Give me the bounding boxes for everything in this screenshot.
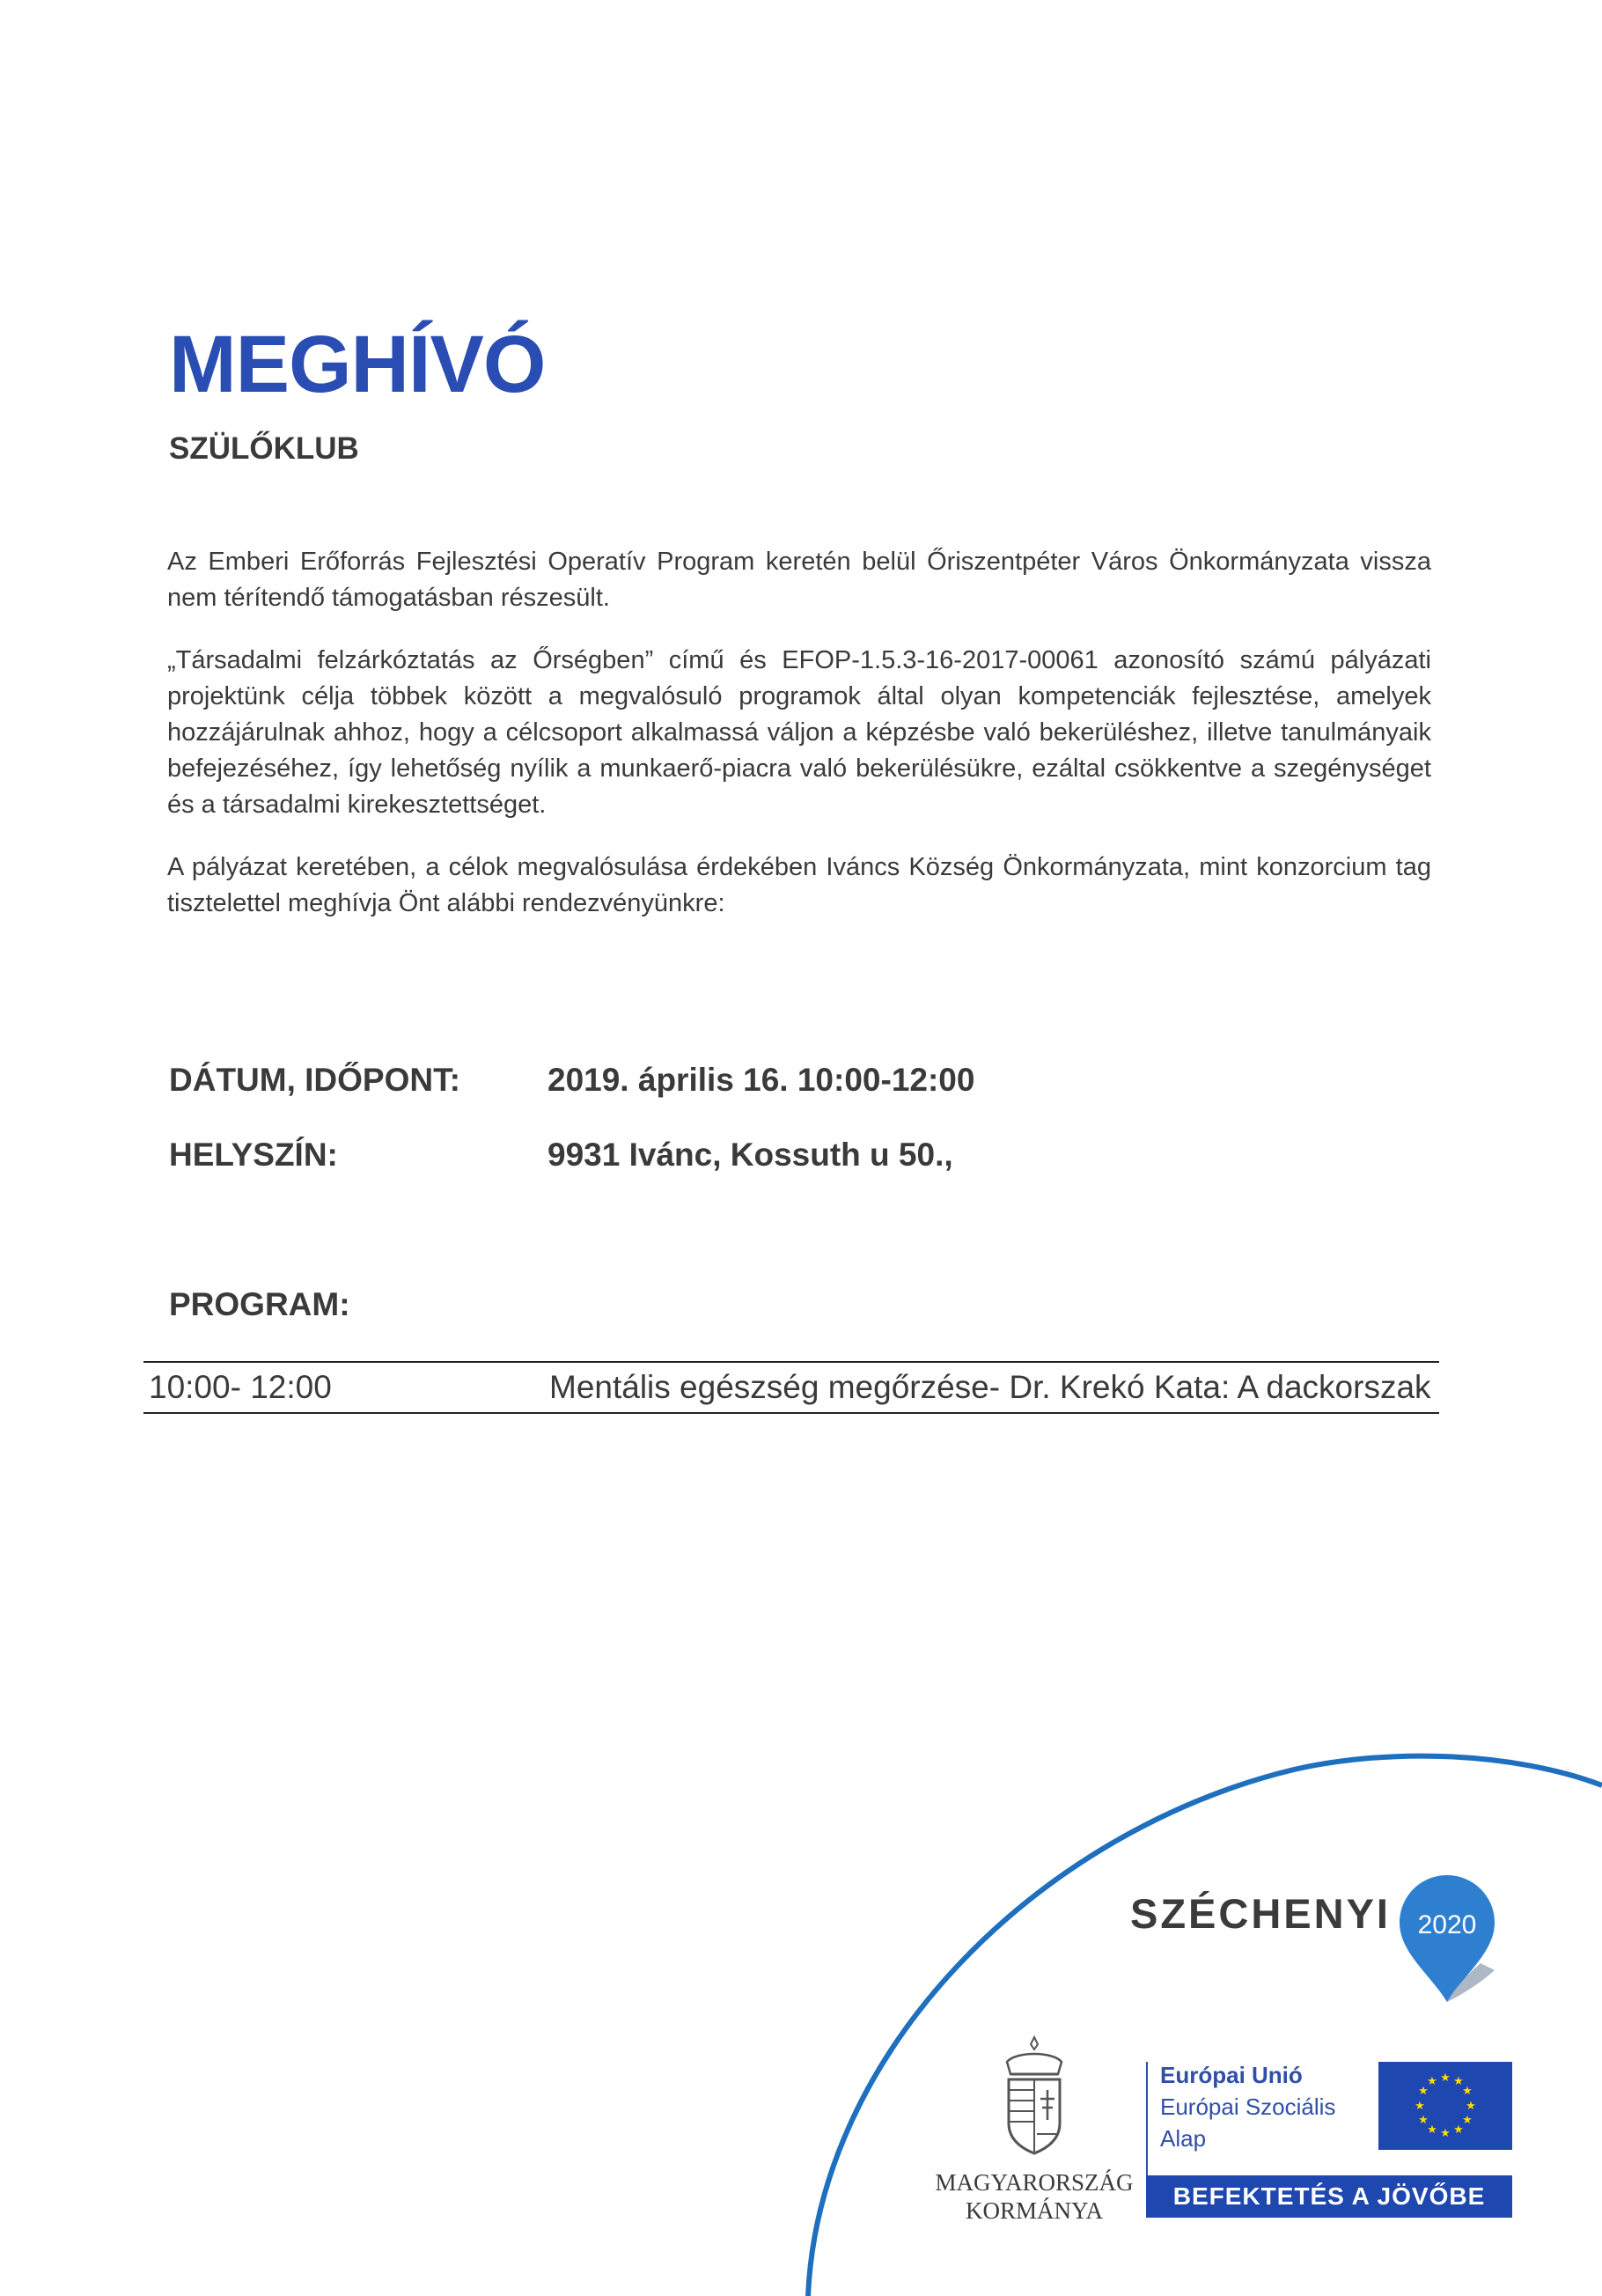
svg-text:★: ★	[1427, 2075, 1437, 2088]
coat-of-arms-icon	[998, 2035, 1070, 2155]
eu-fund-text: Európai Szociális	[1160, 2094, 1336, 2120]
date-label: DÁTUM, IDŐPONT:	[169, 1062, 460, 1098]
eu-union-text: Európai Unió	[1160, 2062, 1303, 2088]
svg-text:★: ★	[1453, 2075, 1464, 2088]
eu-divider	[1146, 2062, 1148, 2185]
szechenyi-pin-icon	[1396, 1872, 1498, 2004]
svg-text:★: ★	[1462, 2085, 1473, 2098]
program-item-time: 10:00- 12:00	[149, 1369, 332, 1405]
svg-text:★: ★	[1418, 2085, 1429, 2098]
svg-text:★: ★	[1418, 2114, 1429, 2127]
page-title: MEGHÍVÓ	[169, 320, 546, 409]
project-paragraph: „Társadalmi felzárkóztatás az Őrségben” című és EFOP-1.5.3-16-2017-00061 azonosító számú pályázati projektünk célja többek között a megvalósuló programok által olyan kompetenciák fejlesztése, amelyek hozzájárulnak ahhoz, hogy a célcsoport alkalmassá váljon a képzésbe való bekerüléshez, illetve tanulmányaik befejezéséhez, így lehetőség nyílik a munkaerő-piacra való bekerülésükre, ezáltal csökkentve a szegénységet és a társadalmi kirekesztettséget.	[167, 646, 1431, 819]
government-logo-text	[933, 2168, 1135, 2225]
eu-flag-icon	[1378, 2062, 1512, 2150]
government-line2: KORMÁNYA	[965, 2197, 1103, 2224]
svg-text:★: ★	[1440, 2072, 1451, 2085]
svg-text:★: ★	[1453, 2123, 1464, 2137]
svg-text:★: ★	[1440, 2127, 1451, 2140]
place-value: 9931 Ivánc, Kossuth u 50.,	[547, 1137, 953, 1173]
svg-text:★: ★	[1427, 2123, 1437, 2137]
page-subtitle: SZÜLŐKLUB	[169, 431, 359, 466]
program-item-description: Mentális egészség megőrzése- Dr. Krekó Kata: A dackorszak	[549, 1369, 1431, 1405]
invitation-paragraph: A pályázat keretében, a célok megvalósulása érdekében Iváncs Község Önkormányzata, mint konzorcium tag tisztelettel meghívja Önt alábbi rendezvényünkre:	[167, 853, 1431, 917]
intro-paragraph: Az Emberi Erőforrás Fejlesztési Operatív Program keretén belül Őriszentpéter Város Önkormányzata vissza nem térítendő támogatásban részesült.	[167, 548, 1431, 612]
svg-text:★: ★	[1466, 2100, 1476, 2113]
eu-fund-text-2: Alap	[1160, 2125, 1207, 2152]
place-label: HELYSZÍN:	[169, 1137, 338, 1173]
svg-text:★: ★	[1415, 2100, 1425, 2113]
investment-banner: BEFEKTETÉS A JÖVŐBE	[1146, 2175, 1512, 2218]
szechenyi-year: 2020	[1417, 1910, 1477, 1939]
government-line1: MAGYARORSZÁG	[935, 2169, 1134, 2196]
program-label: PROGRAM:	[169, 1286, 350, 1322]
szechenyi-logo-text: SZÉCHENYI	[1130, 1890, 1391, 1937]
date-value: 2019. április 16. 10:00-12:00	[547, 1062, 975, 1098]
svg-text:★: ★	[1462, 2114, 1473, 2127]
